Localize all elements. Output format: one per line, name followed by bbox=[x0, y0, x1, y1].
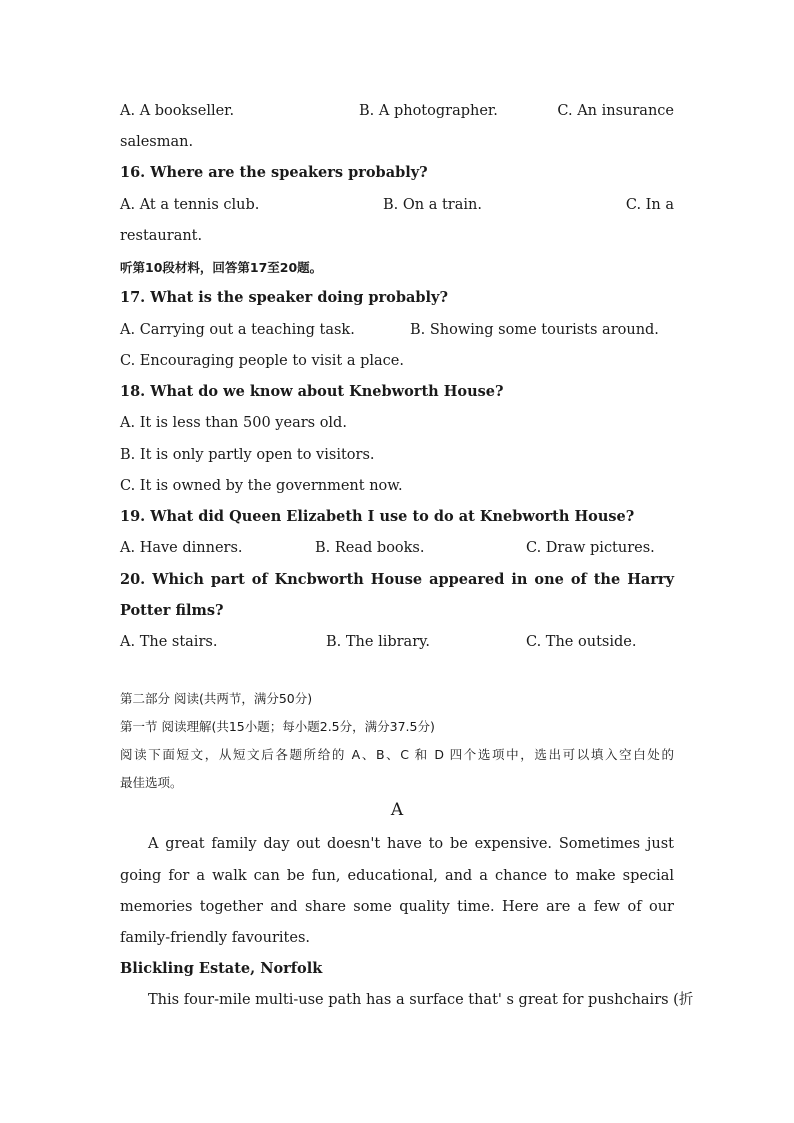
q18-option-b: B. It is only partly open to visitors. bbox=[120, 447, 375, 463]
q19-option-c: C. Draw pictures. bbox=[526, 540, 655, 556]
part2-subheading: 第一节 阅读理解(共15小题；每小题2.5分，满分37.5分) bbox=[120, 719, 435, 734]
q16-option-a: A. At a tennis club. bbox=[120, 197, 260, 213]
q17-option-b: B. Showing some tourists around. bbox=[410, 322, 659, 338]
q16-option-c-continuation: restaurant. bbox=[120, 228, 203, 244]
q20-option-c: C. The outside. bbox=[526, 634, 637, 650]
passage-para2-line1: This four-mile multi-use path has a surface that' s great for pushchairs (折 bbox=[148, 992, 694, 1008]
q18-option-a: A. It is less than 500 years old. bbox=[120, 415, 347, 431]
passage-para1-line1: A great family day out doesn't have to be expensive. Sometimes just bbox=[148, 836, 674, 852]
q19-option-a: A. Have dinners. bbox=[120, 540, 243, 556]
part2-instruction-line2: 最佳选项。 bbox=[120, 775, 183, 790]
part2-heading: 第二部分 阅读(共两节，满分50分) bbox=[120, 691, 313, 706]
passage-label: A bbox=[390, 800, 404, 820]
q15-option-c-continuation: salesman. bbox=[120, 134, 194, 150]
part2-instruction-line1: 阅读下面短文，从短文后各题所给的 A、B、C 和 D 四个选项中，选出可以填入空白处的 bbox=[120, 747, 674, 762]
section-note: 听第10段材料，回答第17至20题。 bbox=[120, 260, 323, 275]
q20-option-a: A. The stairs. bbox=[120, 634, 218, 650]
q19-question: 19. What did Queen Elizabeth I use to do at Knebworth House? bbox=[120, 508, 635, 525]
q20-option-b: B. The library. bbox=[326, 634, 431, 650]
q15-option-a: A. A bookseller. bbox=[120, 103, 235, 119]
q18-option-c: C. It is owned by the government now. bbox=[120, 478, 403, 494]
q16-option-c: C. In a bbox=[625, 197, 674, 213]
q16-question: 16. Where are the speakers probably? bbox=[120, 164, 428, 181]
passage-para1-line4: family-friendly favourites. bbox=[120, 930, 311, 946]
passage-subtitle: Blickling Estate, Norfolk bbox=[120, 960, 323, 977]
passage-para1-line3: memories together and share some quality time. Here are a few of our bbox=[120, 899, 674, 915]
q17-option-c: C. Encouraging people to visit a place. bbox=[120, 353, 404, 369]
q15-option-b: B. A photographer. bbox=[359, 103, 498, 119]
q18-question: 18. What do we know about Knebworth House? bbox=[120, 383, 504, 400]
q17-option-a: A. Carrying out a teaching task. bbox=[120, 322, 355, 338]
q20-question-line1: 20. Which part of Kncbworth House appeared in one of the Harry bbox=[120, 571, 674, 588]
q16-option-b: B. On a train. bbox=[383, 197, 482, 213]
passage-para1-line2: going for a walk can be fun, educational, and a chance to make special bbox=[120, 868, 674, 884]
q19-option-b: B. Read books. bbox=[315, 540, 425, 556]
q20-question-line2: Potter films? bbox=[120, 602, 224, 619]
q17-question: 17. What is the speaker doing probably? bbox=[120, 289, 448, 306]
q15-option-c: C. An insurance bbox=[557, 103, 674, 119]
